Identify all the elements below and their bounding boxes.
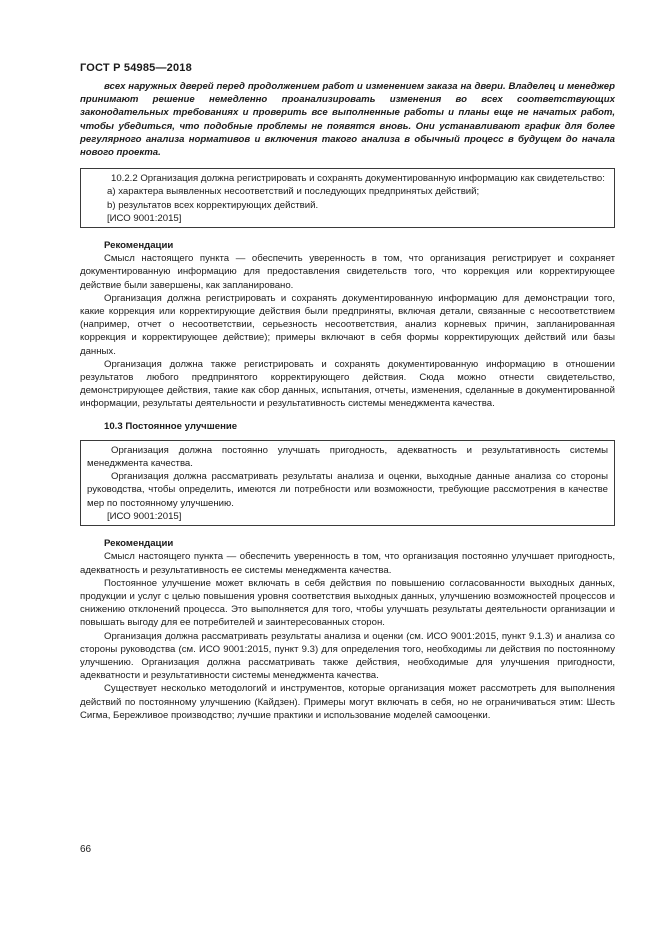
box1-reference: [ИСО 9001:2015]: [107, 212, 182, 224]
box2-paragraph-1: Организация должна постоянно улучшать пригодность, адекватность и результативность системы менеджмента качества.: [87, 444, 608, 470]
rec1-paragraph-1: Смысл настоящего пункта — обеспечить уверенность в том, что организация регистрирует и сохраняет документированную информацию для предоставления свидетельств того, что коррекция или корректирующее действие были завершены, как запланировано.: [80, 253, 615, 291]
page-content: [80, 80, 615, 722]
rec2-paragraph-2: Постоянное улучшение может включать в себя действия по повышению согласованности выходных данных, продукции и услуг с целью повышения уровня соответствия выходных данных, улучшению возможностей процессов и снижению отклонений процесса. Это выполняется для того, чтобы улучшать результаты деятельности организации и повышать выгоду для ее потребителей и заинтересованных сторон.: [80, 577, 615, 629]
rec2-paragraph-1: Смысл настоящего пункта — обеспечить уверенность в том, что организация постоянно улучшает пригодность, адекватность и результативность ее системы менеджмента качества.: [80, 551, 615, 576]
rec2-paragraph-3: Организация должна рассматривать результаты анализа и оценки (см. ИСО 9001:2015, пункт 9.1.3) и анализа со стороны руководства (см. ИСО 9001:2015, пункт 9.3) для определения того, необходимы ли действия по постоянному улучшению. Организация должна рассматривать также действия, необходимые для улучшения пригодности, адекватности и результативности системы менеджмента качества.: [80, 630, 615, 682]
rec1-paragraph-3: Организация должна также регистрировать и сохранять документированную информацию в отношении результатов любого предпринятого корректирующего действия. Сюда можно отнести свидетельство, демонстрирующее действия, такие как сбор данных, испытания, отчеты, изменения, сделанные в документированной информации, результаты деятельности и результативность системы менеджмента качества.: [80, 358, 615, 410]
rec1-title: Рекомендации: [104, 240, 174, 252]
intro-italic-paragraph: всех наружных дверей перед продолжением работ и изменением заказа на двери. Владелец и менеджер принимают решение немедленно проанализировать изменения во всех соответствующих законодательных требованиях и проверить все выполненные работы и планы еще не начатых работ, чтобы убедиться, что подобные проблемы не появятся вновь. Они устанавливают график для более регулярного анализа нормативов и включения такого анализа в обычный процесс в будущем до начала нового проекта.: [80, 81, 615, 159]
standard-quote-box-10-3: [80, 440, 615, 526]
standard-quote-box-10-2-2: [80, 168, 615, 228]
box1-item-a: a) характера выявленных несоответствий и последующих предпринятых действий;: [107, 186, 480, 198]
box1-lead: 10.2.2 Организация должна регистрировать и сохранять документированную информацию как свидетельство:: [111, 173, 605, 185]
document-header: ГОСТ Р 54985—2018: [80, 62, 192, 74]
section-title-10-3: 10.3 Постоянное улучшение: [104, 420, 238, 432]
page-number: 66: [80, 844, 92, 855]
box2-paragraph-2: Организация должна рассматривать результаты анализа и оценки, выходные данные анализа со стороны руководства, чтобы определить, имеются ли потребности или возможности, требующие рассмотрения в качестве мер по постоянному улучшению.: [87, 471, 608, 509]
rec2-paragraph-4: Существует несколько методологий и инструментов, которые организация может рассмотреть для выполнения действий по постоянному улучшению (Кайдзен). Примеры могут включать в себя, но не ограничиваться этим: Шесть Сигма, Бережливое производство; лучшие практики и использование моделей самооценки.: [80, 683, 615, 721]
rec1-paragraph-2: Организация должна регистрировать и сохранять документированную информацию для демонстрации того, какие коррекция или корректирующие действия были предприняты, включая детали, связанные с несоответствием (например, отчет о несоответствии, серьезность несоответствия, анализ корневых причин, запланированная коррекция и корректирующее действие); примеры включают в себя формы корректирующих действий или базы данных.: [80, 292, 615, 357]
box2-reference: [ИСО 9001:2015]: [107, 510, 182, 522]
box1-item-b: b) результатов всех корректирующих действий.: [107, 199, 319, 211]
rec2-title: Рекомендации: [104, 538, 174, 550]
